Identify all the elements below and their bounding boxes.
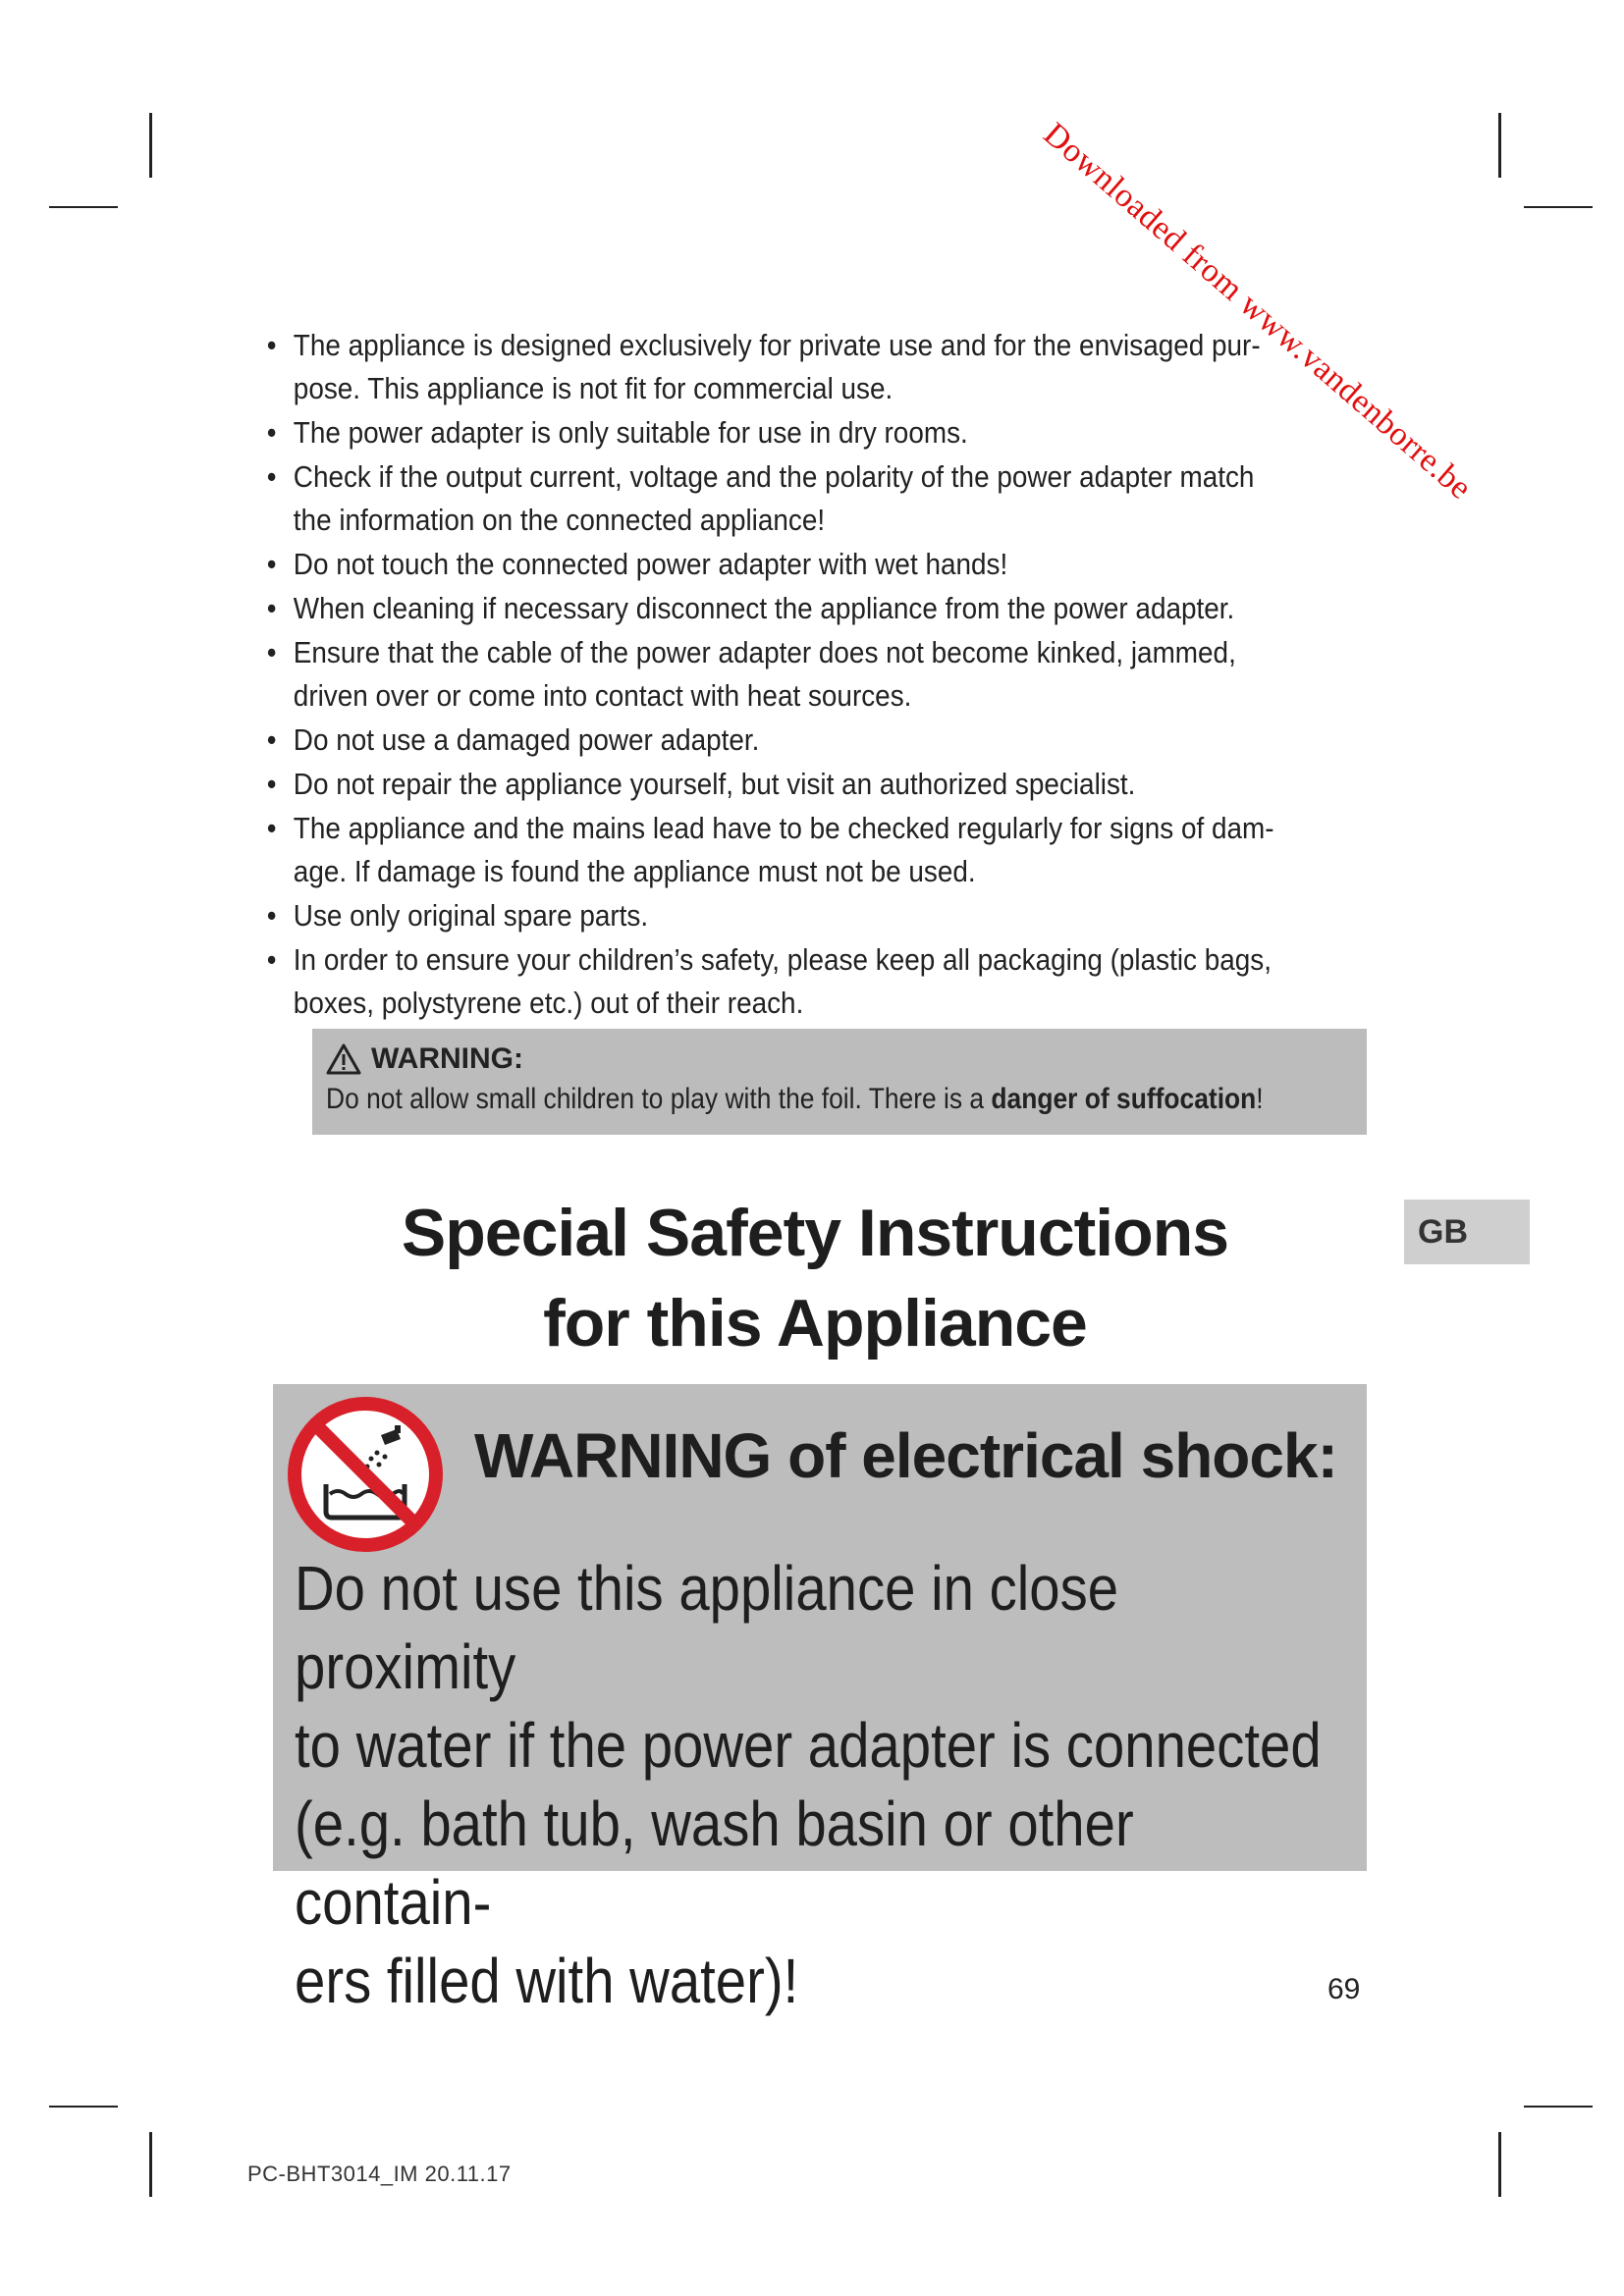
warning-line: Do not use this appliance in close proximity: [295, 1553, 1119, 1702]
download-watermark[interactable]: Downloaded from www.vandenborre.be: [1036, 116, 1479, 507]
foil-warning-box: [312, 1029, 1367, 1135]
bullet-text: Check if the output current, voltage and the polarity of the power adapter match the information on the connected appliance!: [293, 459, 1255, 537]
bullet-item: [265, 587, 1389, 630]
electric-shock-warning-text: [295, 1549, 1331, 2020]
crop-mark: [49, 206, 118, 208]
safety-bullet-list: [265, 324, 1365, 1026]
crop-mark: [1524, 2106, 1593, 2108]
bullet-item: [265, 411, 1389, 454]
bullet-text: Ensure that the cable of the power adapter does not become kinked, jammed, driven over or come into contact with heat sources.: [293, 635, 1236, 713]
foil-warning-title: WARNING:: [371, 1042, 523, 1075]
bullet-item: [265, 631, 1389, 718]
foil-warning-emphasis: danger of suffocation: [991, 1083, 1257, 1115]
crop-mark: [149, 2132, 152, 2197]
no-water-prohibition-icon: [287, 1396, 444, 1553]
page-number: 69: [1327, 1973, 1361, 2005]
warning-triangle-icon: [326, 1043, 361, 1075]
bullet-text: Do not use a damaged power adapter.: [293, 722, 760, 757]
bullet-text: Use only original spare parts.: [293, 898, 649, 933]
bullet-item: [265, 807, 1389, 893]
heading-line-1: Special Safety Instructions: [401, 1196, 1229, 1270]
bullet-item: [265, 543, 1389, 586]
bullet-text: Do not touch the connected power adapter with wet hands!: [293, 547, 1008, 581]
bullet-text: The appliance and the mains lead have to be checked regularly for signs of dam- age. If damage is found the appliance must not be used.: [293, 811, 1274, 888]
crop-mark: [1498, 113, 1501, 178]
bullet-item: [265, 894, 1389, 937]
document-code: PC-BHT3014_IM 20.11.17: [247, 2162, 512, 2186]
bullet-item: [265, 324, 1389, 410]
foil-warning-text: [326, 1080, 1264, 1119]
bullet-item: [265, 763, 1389, 806]
crop-mark: [1498, 2132, 1501, 2197]
bullet-item: [265, 938, 1389, 1025]
warning-line: to water if the power adapter is connected: [295, 1710, 1322, 1781]
crop-mark: [1524, 206, 1593, 208]
crop-mark: [149, 113, 152, 178]
bullet-text: The power adapter is only suitable for use in dry rooms.: [293, 415, 968, 450]
electric-shock-warning-title: WARNING of electrical shock:: [474, 1420, 1337, 1491]
foil-warning-sentence: Do not allow small children to play with the foil. There is a: [326, 1083, 992, 1115]
bullet-item: [265, 455, 1389, 542]
bullet-text: Do not repair the appliance yourself, but visit an authorized specialist.: [293, 767, 1136, 801]
warning-line: (e.g. bath tub, wash basin or other contain-: [295, 1789, 1134, 1938]
language-tab: GB: [1404, 1200, 1530, 1264]
foil-warning-header: [326, 1039, 1353, 1080]
warning-line: ers filled with water)!: [295, 1946, 799, 2016]
crop-mark: [49, 2106, 118, 2108]
bullet-text: In order to ensure your children’s safety, please keep all packaging (plastic bags, boxes, polystyrene etc.) out of their reach.: [293, 942, 1272, 1020]
foil-warning-end: !: [1256, 1083, 1264, 1115]
bullet-item: [265, 719, 1389, 762]
bullet-text: The appliance is designed exclusively for private use and for the envisaged pur- pose. This appliance is not fit for commercial use.: [293, 328, 1261, 405]
heading-line-2: for this Appliance: [543, 1286, 1087, 1361]
section-heading: [275, 1188, 1355, 1368]
bullet-text: When cleaning if necessary disconnect the appliance from the power adapter.: [293, 591, 1235, 625]
